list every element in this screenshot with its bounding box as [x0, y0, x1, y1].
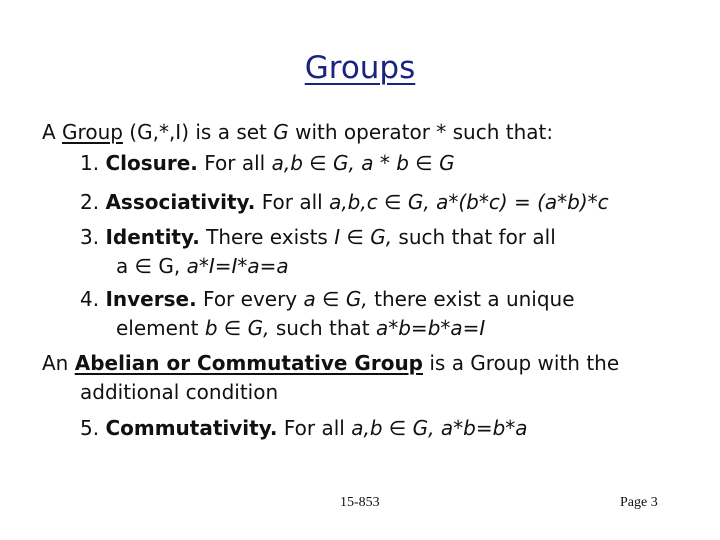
slide-title: Groups: [304, 50, 416, 86]
item-number: 2.: [80, 190, 100, 214]
group-notation: (G,*,I): [122, 120, 190, 144]
abelian-definition-line: [42, 353, 619, 373]
associativity-text: For all: [255, 190, 330, 214]
inverse-cont-math2: a*b=b*a=I: [375, 316, 486, 340]
identity-text2: such that for all: [392, 225, 556, 249]
commutativity-item: [80, 418, 528, 438]
associativity-label: Associativity.: [105, 190, 256, 214]
identity-cont-math1: a ∈ G,: [116, 254, 181, 278]
inverse-cont-text: element: [116, 316, 205, 340]
inverse-item: [80, 289, 575, 309]
commutativity-text: For all: [277, 416, 352, 440]
page-number: Page 3: [620, 495, 658, 510]
identity-cont-math2: a*I=I*a=a: [180, 254, 289, 278]
inverse-label: Inverse.: [105, 287, 197, 311]
commutativity-label: Commutativity.: [105, 416, 278, 440]
abelian-suffix: is a Group with the: [423, 351, 620, 375]
associativity-item: [80, 192, 609, 212]
identity-label: Identity.: [105, 225, 200, 249]
inverse-cont-math1: b ∈ G,: [204, 316, 270, 340]
closure-math: a,b ∈ G, a * b ∈ G: [271, 151, 455, 175]
closure-label: Closure.: [105, 151, 198, 175]
inverse-continuation: [116, 318, 485, 338]
inverse-math: a ∈ G,: [303, 287, 368, 311]
group-term: Group: [62, 120, 123, 144]
inverse-text2: there exist a unique: [367, 287, 575, 311]
item-number: 5.: [80, 416, 100, 440]
abelian-cont: additional condition: [80, 380, 279, 404]
intro-prefix: A: [42, 120, 63, 144]
abelian-prefix: An: [42, 351, 75, 375]
closure-text: For all: [197, 151, 272, 175]
identity-continuation: [116, 256, 289, 276]
item-number: 4.: [80, 287, 100, 311]
abelian-term: Abelian or Commutative Group: [74, 351, 423, 375]
identity-item: [80, 227, 556, 247]
identity-math: I ∈ G,: [334, 225, 393, 249]
identity-text: There exists: [199, 225, 335, 249]
abelian-continuation: [80, 382, 278, 402]
set-symbol: G: [273, 120, 289, 144]
intro-mid: is a set: [189, 120, 274, 144]
item-number: 1.: [80, 151, 100, 175]
closure-item: [80, 153, 455, 173]
course-number: 15-853: [340, 495, 380, 510]
item-number: 3.: [80, 225, 100, 249]
group-definition-line: [42, 122, 553, 142]
inverse-cont-text2: such that: [269, 316, 376, 340]
intro-suffix: with operator * such that:: [288, 120, 554, 144]
associativity-math: a,b,c ∈ G, a*(b*c) = (a*b)*c: [329, 190, 609, 214]
commutativity-math: a,b ∈ G, a*b=b*a: [351, 416, 528, 440]
inverse-text: For every: [196, 287, 304, 311]
